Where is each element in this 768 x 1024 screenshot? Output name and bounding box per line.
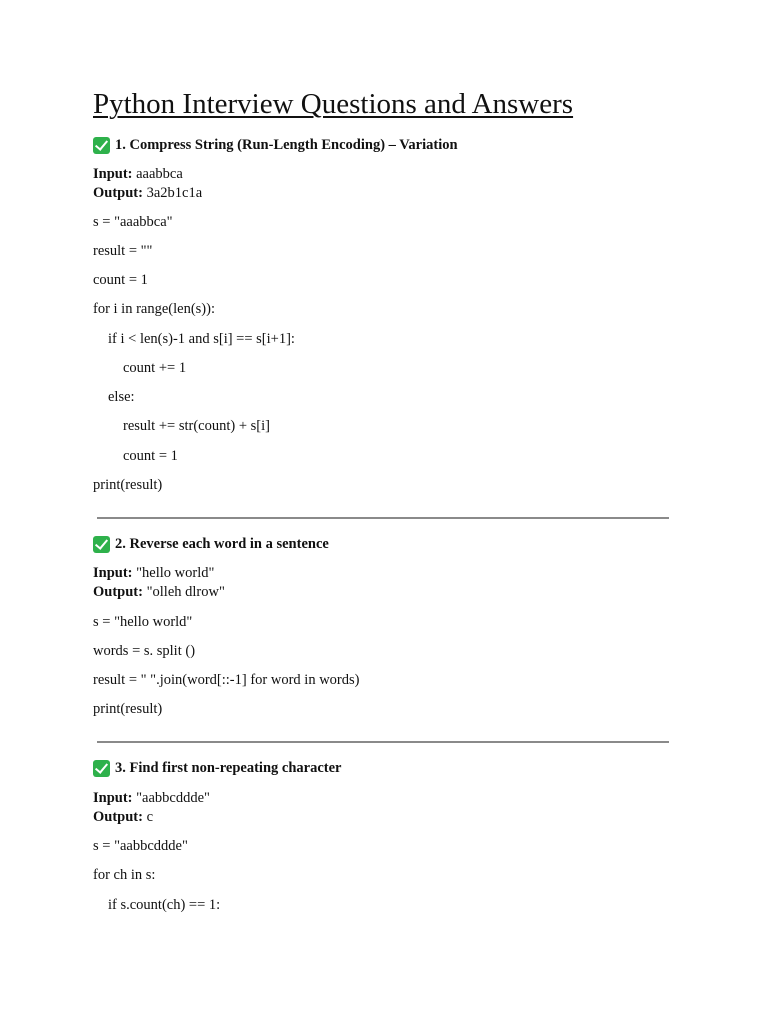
code-line: if s.count(ch) == 1: [108,897,221,913]
code-line: result = " ".join(word[::-1] for word in words) [93,672,360,688]
output-line-3 [93,808,153,827]
check-mark-icon [93,137,110,154]
section-divider [97,741,669,743]
code-line: result += str(count) + s[i] [123,418,270,434]
input-label: Input: [93,790,133,806]
output-label: Output: [93,809,143,825]
code-line: s = "aabbcddde" [93,838,188,854]
code-line: s = "aaabbca" [93,214,173,230]
code-line: print(result) [93,477,163,493]
code-line: else: [108,389,135,405]
output-line-2 [93,583,225,602]
output-line-1 [93,184,202,203]
code-line: count += 1 [123,360,187,376]
input-line-3 [93,789,210,808]
code-line: for i in range(len(s)): [93,301,215,317]
question-heading-1 [93,135,458,155]
section-divider [97,517,669,519]
code-line: if i < len(s)-1 and s[i] == s[i+1]: [108,331,295,347]
page-title: Python Interview Questions and Answers [93,88,574,120]
input-value: aaabbca [132,166,183,182]
input-label: Input: [93,166,133,182]
code-line: count = 1 [123,448,178,464]
code-line: count = 1 [93,272,148,288]
output-value: 3a2b1c1a [142,185,203,201]
input-label: Input: [93,565,133,581]
code-line: print(result) [93,701,163,717]
question-title-2: 2. Reverse each word in a sentence [115,536,329,552]
input-value: "aabbcddde" [132,790,210,806]
output-value: "olleh dlrow" [142,584,225,600]
question-title-3: 3. Find first non-repeating character [115,760,342,776]
input-line-2 [93,564,214,583]
input-line-1 [93,165,183,184]
output-value: c [142,809,154,825]
question-heading-2 [93,534,329,554]
check-mark-icon [93,536,110,553]
output-label: Output: [93,185,143,201]
question-title-1: 1. Compress String (Run-Length Encoding) – Variation [115,137,458,153]
code-line: s = "hello world" [93,614,193,630]
code-line: for ch in s: [93,867,156,883]
code-line: result = "" [93,243,153,259]
code-line: words = s. split () [93,643,196,659]
question-heading-3 [93,758,341,778]
input-value: "hello world" [132,565,215,581]
check-mark-icon [93,760,110,777]
output-label: Output: [93,584,143,600]
